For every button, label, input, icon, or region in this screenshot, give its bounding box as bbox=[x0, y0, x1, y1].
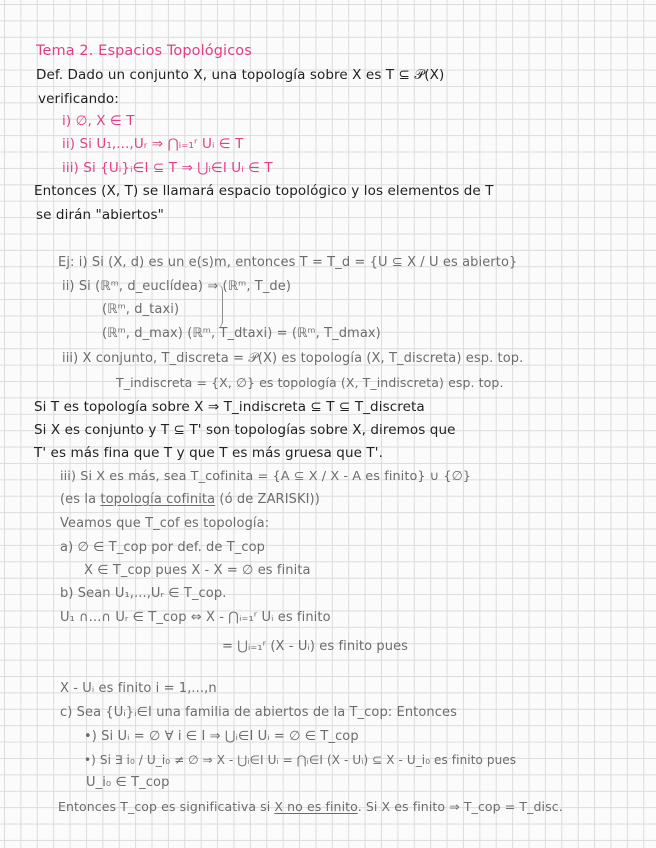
cofinite-line-2 bbox=[60, 491, 320, 509]
axiom-2: ii) Si U₁,...,Uᵣ ⇒ ⋂ᵢ₌₁ʳ Uᵢ ∈ T bbox=[62, 136, 244, 152]
definition-line-1: Def. Dado un conjunto X, una topología sobre X es T ⊆ 𝒫(X) bbox=[36, 67, 445, 83]
conclusion-condition: X no es finito bbox=[274, 799, 358, 814]
example-2a: ii) Si (ℝᵐ, d_euclídea) ⇒ (ℝᵐ, T_de) bbox=[62, 279, 292, 294]
definition-conclusion-2: se dirán "abiertos" bbox=[36, 207, 164, 223]
remark-2: Si X es conjunto y T ⊆ T' son topologías sobre X, diremos que bbox=[34, 422, 456, 438]
cofinite-line-14 bbox=[58, 798, 563, 816]
remark-1: Si T es topología sobre X ⇒ T_indiscreta ⊆ T ⊆ T_discreta bbox=[34, 399, 425, 415]
cofinite-line-3: Veamos que T_cof es topología: bbox=[60, 516, 270, 531]
example-2c: (ℝᵐ, d_max) (ℝᵐ, T_dtaxi) = (ℝᵐ, T_dmax) bbox=[102, 326, 381, 341]
cofinite-line-10: c) Sea {Uᵢ}ᵢ∈I una familia de abiertos de la T_cop: Entonces bbox=[60, 705, 457, 720]
cofinite-line-6: b) Sean U₁,...,Uᵣ ∈ T_cop. bbox=[60, 586, 227, 601]
example-3b: T_indiscreta = {X, ∅} es topología (X, T_indiscreta) esp. top. bbox=[116, 375, 504, 390]
cofinite-line-13: U_i₀ ∈ T_cop bbox=[86, 775, 170, 790]
example-2b: (ℝᵐ, d_taxi) bbox=[102, 302, 180, 317]
cofinite-line-9: X - Uᵢ es finito i = 1,...,n bbox=[60, 681, 217, 696]
conclusion-end: . Si X es finito ⇒ T_cop = T_disc. bbox=[357, 799, 563, 814]
cofinite-line-5: X ∈ T_cop pues X - X = ∅ es finita bbox=[84, 563, 311, 578]
cofinite-line-7: U₁ ∩...∩ Uᵣ ∈ T_cop ⇔ X - ⋂ᵢ₌₁ʳ Uᵢ es finito bbox=[60, 610, 331, 625]
example-1: Ej: i) Si (X, d) es un e(s)m, entonces T = T_d = {U ⊆ X / U es abierto} bbox=[58, 255, 518, 270]
cofinite-line-11: •) Si Uᵢ = ∅ ∀ i ∈ I ⇒ ⋃ᵢ∈I Uᵢ = ∅ ∈ T_cop bbox=[84, 729, 359, 744]
cofinite-line-4: a) ∅ ∈ T_cop por def. de T_cop bbox=[60, 540, 266, 555]
cofinite-line-12: •) Si ∃ i₀ / U_i₀ ≠ ∅ ⇒ X - ⋃ᵢ∈I Uᵢ = ⋂ᵢ∈I (X - Uᵢ) ⊆ X - U_i₀ es finito pues bbox=[84, 753, 517, 767]
cofinite-topology-term: topología cofinita bbox=[100, 492, 216, 507]
definition-conclusion-1: Entonces (X, T) se llamará espacio topológico y los elementos de T bbox=[34, 183, 494, 199]
axiom-3: iii) Si {Uᵢ}ᵢ∈I ⊆ T ⇒ ⋃ᵢ∈I Uᵢ ∈ T bbox=[62, 160, 273, 176]
cofinite-line-2-end: (ó de ZARISKI)) bbox=[215, 492, 320, 507]
brace bbox=[214, 283, 223, 329]
example-3a: iii) X conjunto, T_discreta = 𝒫(X) es topología (X, T_discreta) esp. top. bbox=[62, 351, 524, 366]
remark-3: T' es más fina que T y que T es más gruesa que T'. bbox=[34, 445, 383, 461]
conclusion-start: Entonces T_cop es significativa si bbox=[58, 799, 275, 814]
axiom-1: i) ∅, X ∈ T bbox=[62, 113, 135, 129]
cofinite-line-2-start: (es la bbox=[60, 492, 101, 507]
definition-line-2: verificando: bbox=[38, 91, 119, 107]
cofinite-line-8: = ⋃ᵢ₌₁ʳ (X - Uᵢ) es finito pues bbox=[222, 639, 409, 654]
cofinite-line-1: iii) Si X es más, sea T_cofinita = {A ⊆ X / X - A es finito} ∪ {∅} bbox=[60, 469, 472, 484]
page-title: Tema 2. Espacios Topológicos bbox=[36, 43, 252, 59]
